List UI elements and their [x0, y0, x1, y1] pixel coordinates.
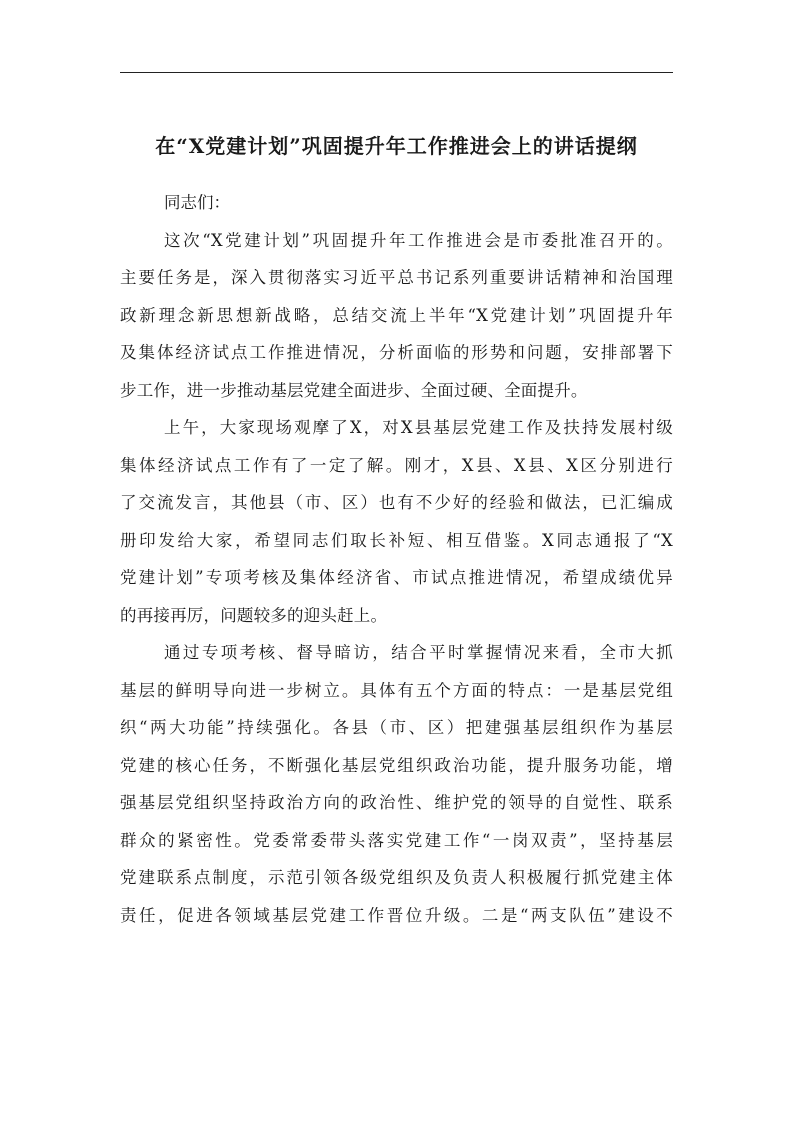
- text-line: 基层的鲜明导向进一步树立。具体有五个方面的特点：一是基层党组: [120, 680, 673, 700]
- text-line: 主要任务是，深入贯彻落实习近平总书记系列重要讲话精神和治国理: [120, 268, 673, 287]
- text-line: 步工作，进一步推动基层党建全面进步、全面过硬、全面提升。: [120, 380, 588, 400]
- text-line: 织“两大功能”持续强化。各县（市、区）把建强基层组织作为基层: [120, 718, 673, 737]
- text-line: 及集体经济试点工作推进情况，分析面临的形势和问题，安排部署下: [120, 343, 673, 362]
- document-title: 在“X党建计划”巩固提升年工作推进会上的讲话提纲: [155, 134, 638, 158]
- text-line: 这次“X党建计划”巩固提升年工作推进会是市委批准召开的。: [164, 230, 673, 250]
- text-line: 了交流发言，其他县（市、区）也有不少好的经验和做法，已汇编成: [120, 493, 673, 512]
- text-line: 上午，大家现场观摩了X，对X县基层党建工作及扶持发展村级: [164, 418, 673, 437]
- salutation: 同志们：: [164, 193, 230, 212]
- text-line: 党建联系点制度，示范引领各级党组织及负责人积极履行抓党建主体: [120, 868, 673, 887]
- text-line: 党建的核心任务，不断强化基层党组织政治功能，提升服务功能，增: [120, 755, 673, 775]
- text-line: 通过专项考核、督导暗访，结合平时掌握情况来看，全市大抓: [164, 643, 673, 662]
- paragraph: [120, 409, 673, 634]
- text-line: 政新理念新思想新战略，总结交流上半年“X党建计划”巩固提升年: [120, 305, 673, 325]
- text-line: 册印发给大家，希望同志们取长补短、相互借鉴。X同志通报了“X: [120, 530, 673, 550]
- text-line: 责任，促进各领域基层党建工作晋位升级。二是“两支队伍”建设不: [120, 905, 673, 925]
- text-line: 强基层党组织坚持政治方向的政治性、维护党的领导的自觉性、联系: [120, 793, 673, 812]
- text-line: 的再接再厉，问题较多的迎头赶上。: [120, 605, 388, 625]
- paragraph: [120, 222, 673, 410]
- paragraph: [120, 634, 673, 934]
- text-line: 集体经济试点工作有了一定了解。刚才，X县、X县、X区分别进行: [120, 455, 673, 475]
- document-body: [120, 184, 673, 934]
- text-line: 党建计划”专项考核及集体经济省、市试点推进情况，希望成绩优异: [120, 568, 673, 587]
- text-line: 群众的紧密性。党委常委带头落实党建工作“一岗双责”，坚持基层: [120, 830, 673, 850]
- header-rule: [120, 72, 673, 73]
